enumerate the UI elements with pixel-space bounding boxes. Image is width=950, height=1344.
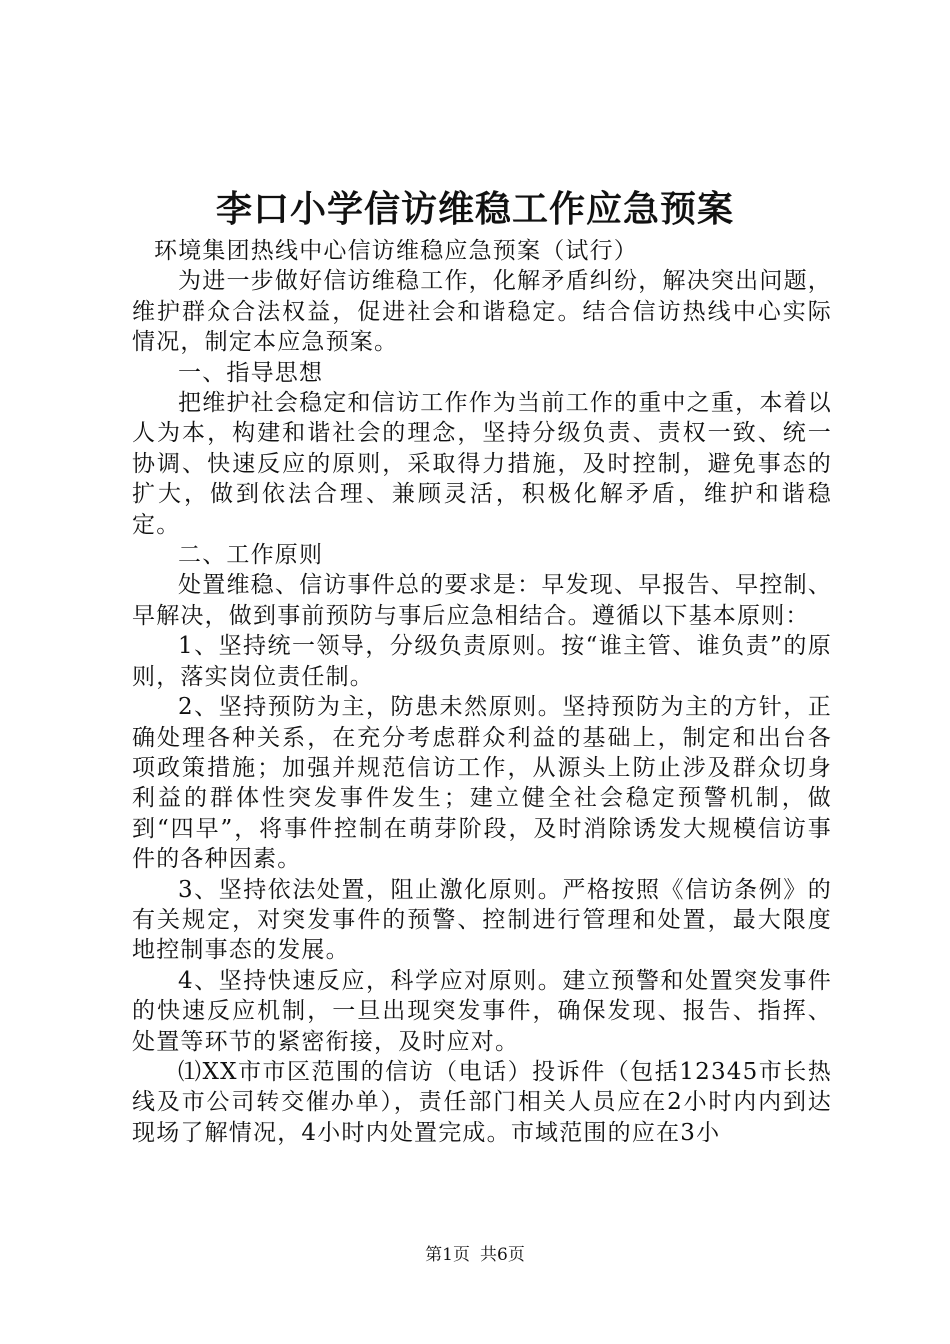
paragraph: 3、坚持依法处置，阻止激化原则。严格按照《信访条例》的有关规定，对突发事件的预警、控制进行管理和处置，最大限度地控制事态的发展。 [132, 876, 832, 964]
paragraph: 4、坚持快速反应，科学应对原则。建立预警和处置突发事件的快速反应机制，一旦出现突发事件，确保发现、报告、指挥、处置等环节的紧密衔接，及时应对。 [132, 967, 832, 1055]
paragraph: 为进一步做好信访维稳工作，化解矛盾纠纷，解决突出问题，维护群众合法权益，促进社会和谐稳定。结合信访热线中心实际情况，制定本应急预案。 [132, 268, 832, 356]
paragraph: 2、坚持预防为主，防患未然原则。坚持预防为主的方针，正确处理各种关系，在充分考虑群众利益的基础上，制定和出台各项政策措施；加强并规范信访工作，从源头上防止涉及群众切身利益的群体性突发事件发生；建立健全社会稳定预警机制，做到“四早”，将事件控制在萌芽阶段，及时消除诱发大规模信访事件的各种因素。 [132, 694, 832, 873]
page-number: 第1页 [425, 1245, 470, 1265]
page-total: 共6页 [480, 1245, 525, 1265]
section-heading: 一、指导思想 [178, 359, 324, 386]
paragraph: 环境集团热线中心信访维稳应急预案（试行） [154, 238, 638, 264]
paragraph: 把维护社会稳定和信访工作作为当前工作的重中之重，本着以人为本，构建和谐社会的理念，坚持分级负责、责权一致、统一协调、快速反应的原则，采取得力措施，及时控制，避免事态的扩大，做到依法合理、兼顾灵活，积极化解矛盾，维护和谐稳定。 [132, 390, 832, 538]
document-body [132, 236, 832, 1148]
paragraph: 1、坚持统一领导，分级负责原则。按“谁主管、谁负责”的原则，落实岗位责任制。 [132, 633, 832, 690]
section-heading: 二、工作原则 [178, 542, 324, 569]
page-footer [0, 1243, 950, 1267]
paragraph: 处置维稳、信访事件总的要求是：早发现、早报告、早控制、早解决，做到事前预防与事后应急相结合。遵循以下基本原则： [132, 572, 832, 629]
document-title: 李口小学信访维稳工作应急预案 [215, 188, 734, 230]
paragraph: ⑴XX市市区范围的信访（电话）投诉件（包括12345市长热线及市公司转交催办单），责任部门相关人员应在2小时内内到达现场了解情况，4小时内处置完成。市域范围的应在3小 [132, 1058, 832, 1146]
